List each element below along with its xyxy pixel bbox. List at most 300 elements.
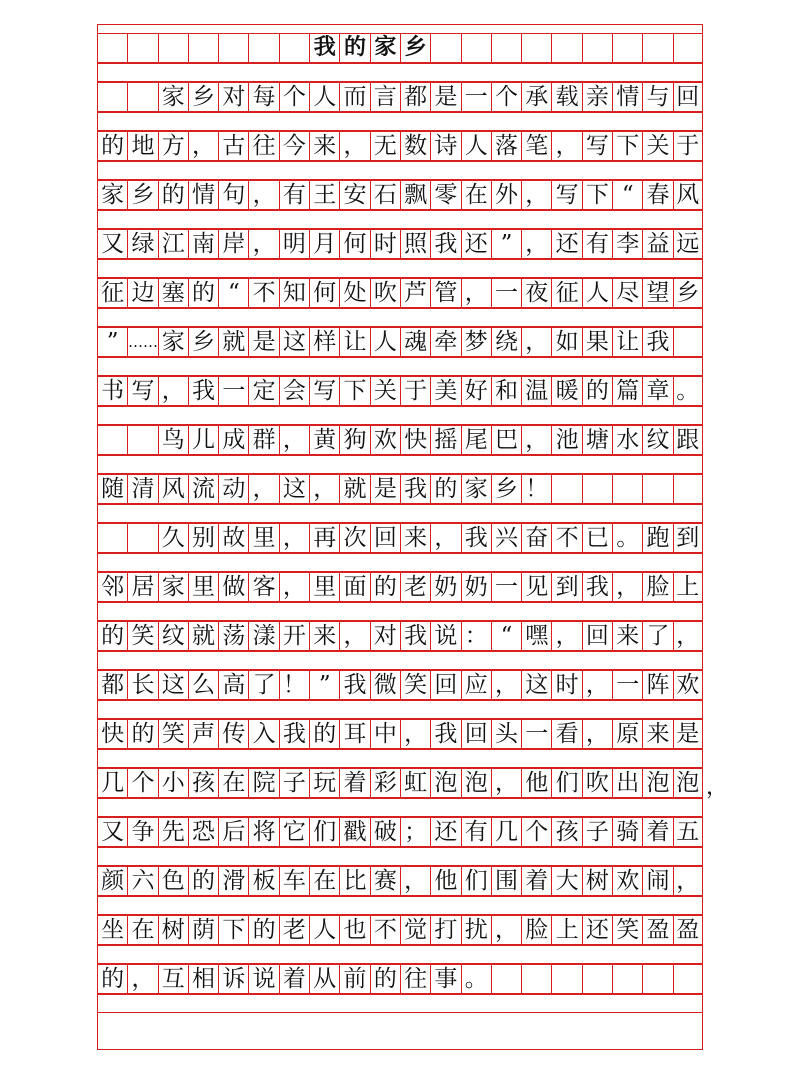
grid-cell: 下 xyxy=(339,377,369,405)
grid-cell: 树 xyxy=(582,867,612,895)
grid-cell: 下 xyxy=(612,132,642,160)
grid-cell: 后 xyxy=(218,818,248,846)
grid-cell: 奶 xyxy=(461,573,491,601)
grid-cell: 一 xyxy=(491,573,521,601)
grid-cell: 石 xyxy=(370,181,400,209)
grid-cell: 别 xyxy=(188,524,218,552)
grid-cell: 方 xyxy=(158,132,188,160)
page-title-char: 的 xyxy=(339,34,369,62)
grid-gap-band xyxy=(97,259,703,278)
grid-cell: 有 xyxy=(279,181,309,209)
grid-cell: 泡 xyxy=(642,769,672,797)
grid-cell: 人 xyxy=(461,132,491,160)
grid-cell: 故 xyxy=(218,524,248,552)
grid-cell: 邻 xyxy=(97,573,127,601)
grid-cell: 在 xyxy=(309,867,339,895)
grid-gap-band xyxy=(97,553,703,572)
grid-cell: 池 xyxy=(551,426,581,454)
grid-cell: 前 xyxy=(339,965,369,993)
grid-cell: ， xyxy=(582,671,612,699)
grid-cell: ！ xyxy=(279,671,309,699)
grid-cell: 这 xyxy=(279,328,309,356)
grid-cell: 声 xyxy=(188,720,218,748)
grid-cell xyxy=(218,34,248,62)
grid-cell: 荫 xyxy=(188,916,218,944)
grid-cell: 回 xyxy=(582,622,612,650)
grid-cell: 争 xyxy=(127,818,157,846)
grid-cell: 它 xyxy=(279,818,309,846)
grid-cell: 乡 xyxy=(188,83,218,111)
grid-cell: 小 xyxy=(158,769,188,797)
grid-cell: 里 xyxy=(188,573,218,601)
grid-cell: 脸 xyxy=(642,573,672,601)
grid-cell: 何 xyxy=(309,279,339,307)
grid-cell: ， xyxy=(279,573,309,601)
grid-cell: 还 xyxy=(430,818,460,846)
grid-cell: 诗 xyxy=(430,132,460,160)
grid-cell: 尽 xyxy=(612,279,642,307)
text-row xyxy=(97,376,703,406)
grid-cell: 次 xyxy=(339,524,369,552)
grid-cell: 一 xyxy=(461,83,491,111)
grid-cell xyxy=(612,475,642,503)
grid-gap-band xyxy=(97,798,703,817)
grid-cell: 会 xyxy=(279,377,309,405)
grid-cell: 都 xyxy=(97,671,127,699)
grid-cell: 塘 xyxy=(582,426,612,454)
grid-cell: 于 xyxy=(400,377,430,405)
grid-cell: ， xyxy=(612,573,642,601)
grid-cell: 句 xyxy=(218,181,248,209)
grid-cell: 来 xyxy=(309,622,339,650)
grid-cell: 塞 xyxy=(158,279,188,307)
grid-cell: 跟 xyxy=(673,426,703,454)
grid-cell xyxy=(188,34,218,62)
title-row xyxy=(97,33,703,63)
grid-cell: 阵 xyxy=(642,671,672,699)
grid-cell: 绿 xyxy=(127,230,157,258)
grid-cell: 边 xyxy=(127,279,157,307)
grid-cell: 笑 xyxy=(158,720,188,748)
grid-cell: 奋 xyxy=(521,524,551,552)
grid-cell: 我 xyxy=(461,524,491,552)
grid-cell: ， xyxy=(673,867,703,895)
grid-cell: 还 xyxy=(461,230,491,258)
grid-cell: 我 xyxy=(188,377,218,405)
grid-cell: 我 xyxy=(400,475,430,503)
grid-cell: 回 xyxy=(461,720,491,748)
grid-cell xyxy=(491,34,521,62)
grid-cell: 章 xyxy=(642,377,672,405)
grid-cell: 久 xyxy=(158,524,188,552)
grid-cell: 滑 xyxy=(218,867,248,895)
grid-cell xyxy=(673,34,703,62)
grid-cell: 从 xyxy=(309,965,339,993)
grid-cell xyxy=(612,965,642,993)
grid-cell: 在 xyxy=(218,769,248,797)
grid-cell: 动 xyxy=(218,475,248,503)
grid-cell: 上 xyxy=(673,573,703,601)
grid-cell: 狗 xyxy=(339,426,369,454)
grid-cell: 诉 xyxy=(218,965,248,993)
grid-cell: 对 xyxy=(218,83,248,111)
grid-cell: 乡 xyxy=(188,328,218,356)
grid-cell: 我 xyxy=(400,622,430,650)
grid-cell xyxy=(673,965,703,993)
grid-cell: ， xyxy=(158,377,188,405)
grid-cell: 时 xyxy=(551,671,581,699)
grid-cell: 照 xyxy=(400,230,430,258)
grid-cell: 六 xyxy=(127,867,157,895)
grid-cell: 颜 xyxy=(97,867,127,895)
grid-cell: 无 xyxy=(370,132,400,160)
grid-cell: 奶 xyxy=(430,573,460,601)
grid-cell: 孩 xyxy=(551,818,581,846)
grid-cell: 我 xyxy=(339,671,369,699)
grid-cell: 看 xyxy=(551,720,581,748)
grid-cell: 家 xyxy=(158,328,188,356)
grid-cell: 着 xyxy=(642,818,672,846)
grid-cell: 个 xyxy=(127,769,157,797)
grid-cell xyxy=(430,34,460,62)
grid-cell: 他 xyxy=(430,867,460,895)
grid-cell: 院 xyxy=(248,769,278,797)
grid-cell: 板 xyxy=(248,867,278,895)
grid-cell: 。 xyxy=(461,965,491,993)
grid-cell: ” xyxy=(309,671,339,699)
grid-cell: 回 xyxy=(430,671,460,699)
grid-cell: 微 xyxy=(370,671,400,699)
grid-cell: 温 xyxy=(521,377,551,405)
grid-cell: 的 xyxy=(370,965,400,993)
page-title-char: 乡 xyxy=(400,34,430,62)
grid-cell: 家 xyxy=(97,181,127,209)
grid-cell: 客 xyxy=(248,573,278,601)
grid-cell: ： xyxy=(461,622,491,650)
grid-cell: 赛 xyxy=(370,867,400,895)
grid-cell: 风 xyxy=(158,475,188,503)
grid-cell: 回 xyxy=(673,83,703,111)
grid-cell: 打 xyxy=(430,916,460,944)
grid-cell: 相 xyxy=(188,965,218,993)
grid-cell xyxy=(127,524,157,552)
grid-cell: 的 xyxy=(97,132,127,160)
grid-cell: 人 xyxy=(370,328,400,356)
grid-cell: 我 xyxy=(582,573,612,601)
grid-cell: 下 xyxy=(218,916,248,944)
grid-cell: 着 xyxy=(521,867,551,895)
grid-cell: 开 xyxy=(279,622,309,650)
grid-cell: ， xyxy=(279,524,309,552)
grid-cell: ， xyxy=(400,867,430,895)
grid-cell: 家 xyxy=(158,83,188,111)
grid-cell: 盈 xyxy=(673,916,703,944)
grid-cell xyxy=(551,475,581,503)
grid-cell: 这 xyxy=(158,671,188,699)
page-title-char: 家 xyxy=(370,34,400,62)
grid-cell: 快 xyxy=(97,720,127,748)
grid-cell: ， xyxy=(461,279,491,307)
grid-cell: 每 xyxy=(248,83,278,111)
grid-cell xyxy=(551,34,581,62)
text-row xyxy=(97,82,703,112)
grid-cell: ， xyxy=(491,769,521,797)
grid-cell: 笑 xyxy=(612,916,642,944)
grid-cell: 漾 xyxy=(248,622,278,650)
grid-cell: 管 xyxy=(430,279,460,307)
grid-gap-band xyxy=(97,896,703,915)
grid-cell: 原 xyxy=(612,720,642,748)
grid-cell: 情 xyxy=(612,83,642,111)
grid-cell: 出 xyxy=(612,769,642,797)
grid-cell: 如 xyxy=(551,328,581,356)
grid-cell: 互 xyxy=(158,965,188,993)
grid-cell: 说 xyxy=(430,622,460,650)
grid-cell: 觉 xyxy=(400,916,430,944)
grid-cell xyxy=(127,34,157,62)
grid-cell: 嘿 xyxy=(521,622,551,650)
grid-cell: 他 xyxy=(521,769,551,797)
grid-cell: 戳 xyxy=(339,818,369,846)
grid-cell: 高 xyxy=(218,671,248,699)
grid-cell: 上 xyxy=(551,916,581,944)
grid-cell: 于 xyxy=(673,132,703,160)
grid-cell: 下 xyxy=(582,181,612,209)
grid-cell: 也 xyxy=(339,916,369,944)
text-row xyxy=(97,768,703,798)
grid-cell: 美 xyxy=(430,377,460,405)
grid-cell: 春 xyxy=(642,181,672,209)
grid-cell: 书 xyxy=(97,377,127,405)
text-row xyxy=(97,327,703,357)
grid-cell: 的 xyxy=(97,622,127,650)
grid-cell: 来 xyxy=(642,720,672,748)
grid-cell: 笔 xyxy=(521,132,551,160)
grid-cell: 盈 xyxy=(642,916,672,944)
grid-cell: ， xyxy=(521,181,551,209)
grid-cell: 水 xyxy=(612,426,642,454)
grid-cell: 车 xyxy=(279,867,309,895)
grid-cell: 言 xyxy=(370,83,400,111)
grid-cell xyxy=(642,475,672,503)
grid-cell: 我 xyxy=(279,720,309,748)
grid-gap-band xyxy=(97,63,703,82)
grid-cell: 说 xyxy=(248,965,278,993)
grid-cell: 绕 xyxy=(491,328,521,356)
grid-cell: 而 xyxy=(339,83,369,111)
grid-cell: 个 xyxy=(279,83,309,111)
grid-cell: 让 xyxy=(339,328,369,356)
grid-cell: 来 xyxy=(400,524,430,552)
grid-cell: 扰 xyxy=(461,916,491,944)
grid-cell: 零 xyxy=(430,181,460,209)
grid-cell: 再 xyxy=(309,524,339,552)
grid-cell: 坐 xyxy=(97,916,127,944)
grid-cell: 鸟 xyxy=(158,426,188,454)
grid-cell xyxy=(521,34,551,62)
grid-cell: 。 xyxy=(612,524,642,552)
grid-cell: 何 xyxy=(339,230,369,258)
grid-cell: 笑 xyxy=(400,671,430,699)
grid-cell: ， xyxy=(430,524,460,552)
grid-cell: 孩 xyxy=(188,769,218,797)
grid-cell: 子 xyxy=(279,769,309,797)
grid-cell: 来 xyxy=(612,622,642,650)
grid-cell: 流 xyxy=(188,475,218,503)
grid-cell: 往 xyxy=(400,965,430,993)
grid-cell: 落 xyxy=(491,132,521,160)
text-row xyxy=(97,474,703,504)
grid-cell: 么 xyxy=(188,671,218,699)
grid-cell: 明 xyxy=(279,230,309,258)
grid-cell: ， xyxy=(673,622,703,650)
grid-gap-band xyxy=(97,651,703,670)
grid-gap-band xyxy=(97,700,703,719)
grid-gap-band xyxy=(97,210,703,229)
grid-cell: ， xyxy=(400,720,430,748)
grid-cell xyxy=(612,34,642,62)
grid-cell: 欢 xyxy=(612,867,642,895)
grid-cell: 随 xyxy=(97,475,127,503)
grid-cell: 居 xyxy=(127,573,157,601)
grid-cell: 乡 xyxy=(491,475,521,503)
grid-cell: ， xyxy=(339,622,369,650)
grid-gap-band xyxy=(97,112,703,131)
text-row xyxy=(97,964,703,994)
grid-cell: 一 xyxy=(218,377,248,405)
grid-cell: ， xyxy=(521,230,551,258)
grid-cell: ； xyxy=(400,818,430,846)
grid-gap-band xyxy=(97,994,703,1013)
grid-cell xyxy=(461,34,491,62)
grid-cell: 来 xyxy=(309,132,339,160)
grid-cell: 的 xyxy=(309,720,339,748)
grid-cell: 梦 xyxy=(461,328,491,356)
grid-cell: 月 xyxy=(309,230,339,258)
grid-cell: 人 xyxy=(309,916,339,944)
grid-cell: 吹 xyxy=(582,769,612,797)
grid-cell: 的 xyxy=(370,573,400,601)
grid-gap-band xyxy=(97,504,703,523)
grid-cell: 到 xyxy=(551,573,581,601)
text-row xyxy=(97,180,703,210)
grid-cell: 南 xyxy=(188,230,218,258)
overflow-comma: ， xyxy=(706,775,729,800)
grid-cell: 还 xyxy=(582,916,612,944)
grid-cell: ！ xyxy=(521,475,551,503)
grid-cell: ， xyxy=(491,671,521,699)
text-row xyxy=(97,572,703,602)
text-row xyxy=(97,915,703,945)
grid-cell: 的 xyxy=(127,720,157,748)
grid-cell: 头 xyxy=(491,720,521,748)
grid-cell: 都 xyxy=(400,83,430,111)
grid-gap-band xyxy=(97,749,703,768)
grid-cell: 个 xyxy=(491,83,521,111)
text-row xyxy=(97,523,703,553)
grid-cell: 写 xyxy=(582,132,612,160)
grid-cell xyxy=(248,34,278,62)
grid-cell: 的 xyxy=(430,475,460,503)
grid-cell: 的 xyxy=(97,965,127,993)
grid-cell: ， xyxy=(279,426,309,454)
grid-cell: 已 xyxy=(582,524,612,552)
grid-gap-band xyxy=(97,945,703,964)
grid-cell: 回 xyxy=(370,524,400,552)
grid-cell: 外 xyxy=(491,181,521,209)
grid-cell: 风 xyxy=(673,181,703,209)
grid-cell: 王 xyxy=(309,181,339,209)
grid-cell: 几 xyxy=(491,818,521,846)
grid-cell: 还 xyxy=(551,230,581,258)
grid-cell: 这 xyxy=(521,671,551,699)
grid-cell: “ xyxy=(612,181,642,209)
text-row xyxy=(97,229,703,259)
grid-cell: 黄 xyxy=(309,426,339,454)
grid-cell: 虹 xyxy=(400,769,430,797)
grid-cell xyxy=(97,524,127,552)
grid-cell: 老 xyxy=(400,573,430,601)
grid-cell: 到 xyxy=(673,524,703,552)
grid-cell: 将 xyxy=(248,818,278,846)
grid-cell: 脸 xyxy=(521,916,551,944)
grid-gap-band xyxy=(97,161,703,180)
grid-cell: 地 xyxy=(127,132,157,160)
grid-cell: 载 xyxy=(551,83,581,111)
grid-cell xyxy=(582,34,612,62)
grid-cell: ， xyxy=(521,426,551,454)
grid-cell: 摇 xyxy=(430,426,460,454)
grid-cell: 的 xyxy=(188,279,218,307)
grid-cell: 长 xyxy=(127,671,157,699)
grid-cell: 我 xyxy=(430,720,460,748)
grid-cell xyxy=(642,34,672,62)
text-row xyxy=(97,131,703,161)
grid-gap-band xyxy=(97,847,703,866)
grid-cell xyxy=(491,965,521,993)
grid-cell: 今 xyxy=(279,132,309,160)
grid-cell: 们 xyxy=(309,818,339,846)
grid-cell: ， xyxy=(127,965,157,993)
grid-cell: 承 xyxy=(521,83,551,111)
text-row xyxy=(97,719,703,749)
grid-cell: 是 xyxy=(248,328,278,356)
grid-cell: 荡 xyxy=(218,622,248,650)
grid-cell: 不 xyxy=(248,279,278,307)
grid-cell: ， xyxy=(582,720,612,748)
grid-cell xyxy=(582,965,612,993)
grid-cell: 亲 xyxy=(582,83,612,111)
grid-cell: 我 xyxy=(430,230,460,258)
grid-cell: ， xyxy=(248,475,278,503)
text-row xyxy=(97,817,703,847)
grid-cell xyxy=(673,328,703,356)
grid-cell: 就 xyxy=(339,475,369,503)
grid-cell xyxy=(521,965,551,993)
grid-cell: 是 xyxy=(673,720,703,748)
grid-cell: 是 xyxy=(430,83,460,111)
grid-cell: 老 xyxy=(279,916,309,944)
grid-gap-band xyxy=(97,308,703,327)
grid-cell: 泡 xyxy=(673,769,703,797)
grid-cell: 征 xyxy=(551,279,581,307)
grid-cell xyxy=(158,34,188,62)
grid-cell: 见 xyxy=(521,573,551,601)
grid-cell: ， xyxy=(248,181,278,209)
grid-cell: 着 xyxy=(339,769,369,797)
grid-cell: 清 xyxy=(127,475,157,503)
grid-cell: 安 xyxy=(339,181,369,209)
